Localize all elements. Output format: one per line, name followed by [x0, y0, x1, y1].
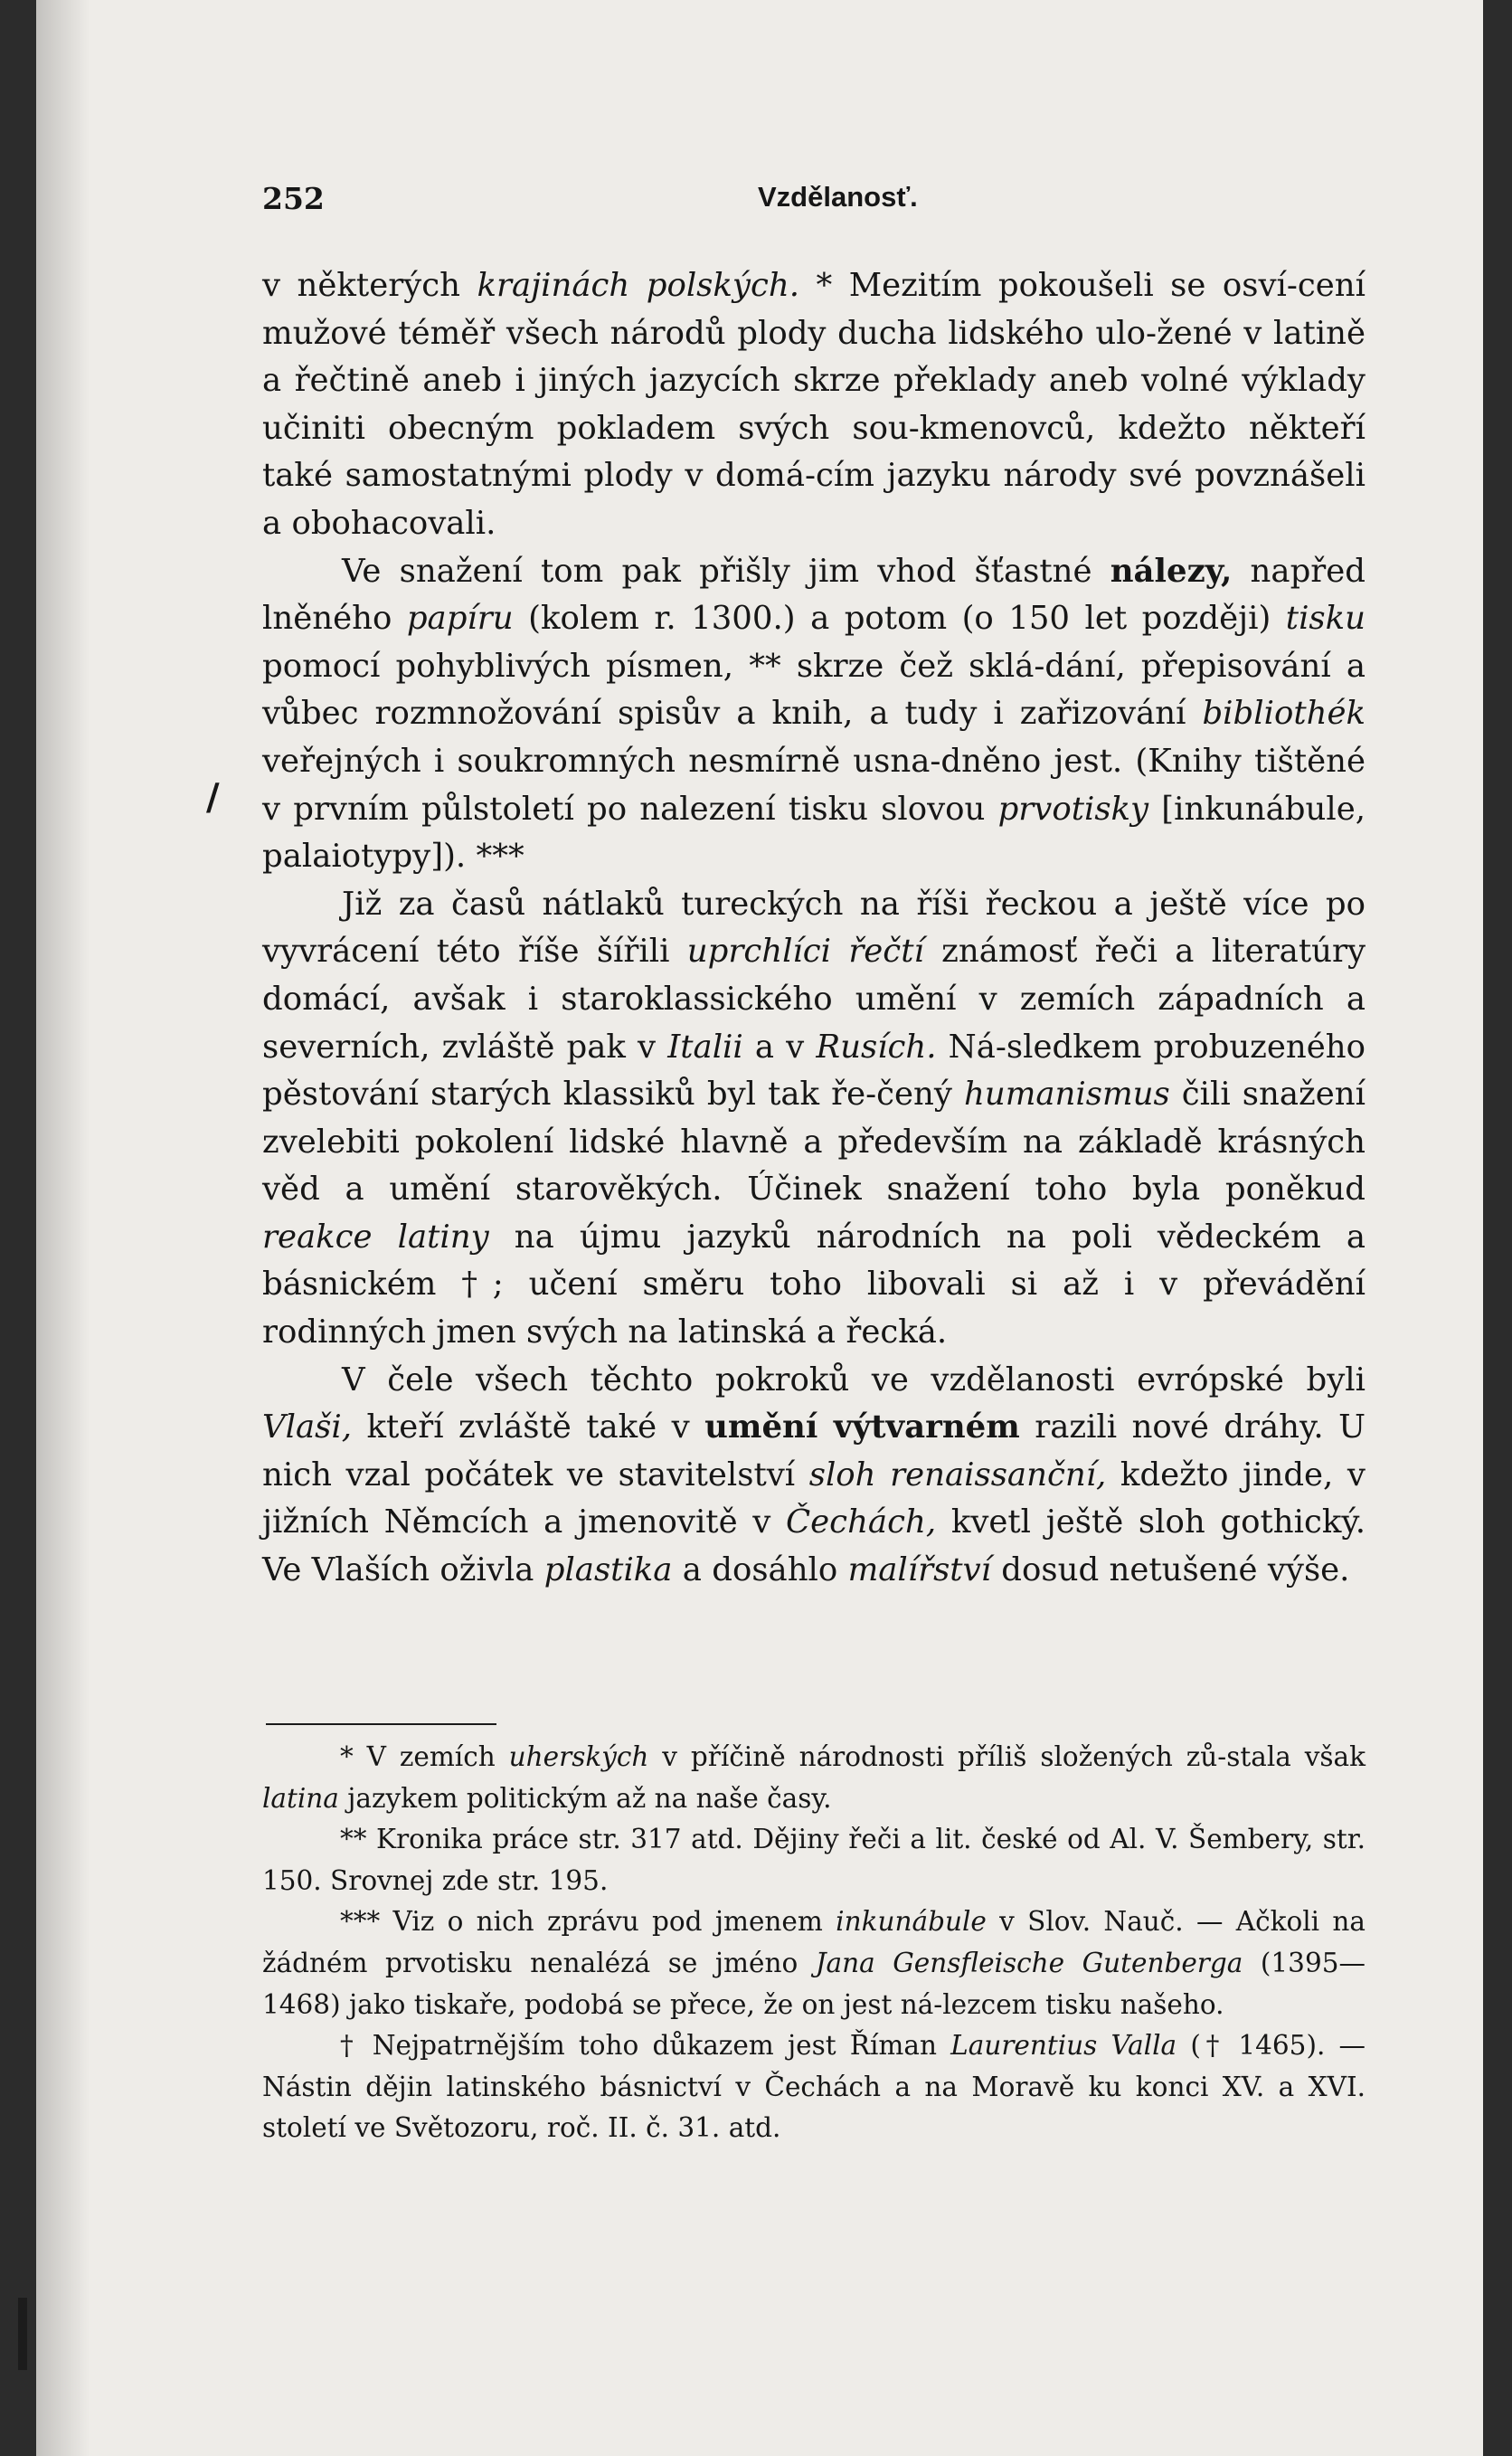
scan-edge-mark — [18, 2298, 27, 2370]
emphasis: Čechách, — [786, 1503, 937, 1541]
page-header — [262, 181, 1375, 226]
emphasis: uherských — [508, 1741, 649, 1772]
emphasis: malířství — [847, 1551, 991, 1589]
footnote-2: ** Kronika práce str. 317 atd. Dějiny řeči a lit. české od Al. V. Šembery, str. 150. Srovnej zde str. 195. — [262, 1824, 1366, 1896]
emphasis: Vlaši, — [262, 1408, 353, 1446]
emphasis: inkunábule — [836, 1906, 987, 1938]
footnote-4: † Nejpatrnějším toho důkazem jest Říman Laurentius Valla († 1465). — Nástin dějin latinského básnictví v Čechách a na Moravě ku konci XV. a XVI. století ve Světozoru, roč. II. č. 31. atd. — [262, 2030, 1366, 2144]
emphasis: papíru — [406, 600, 514, 638]
emphasis: bibliothék — [1202, 695, 1366, 733]
paragraph-2: Ve snažení tom pak přišly jim vhod šťastné nálezy, napřed lněného papíru (kolem r. 1300.) a potom (o 150 let později) tisku pomocí pohyblivých písmen, ** skrze čež sklá-dání, přepisování a vůbec rozmnožování spisův a knih, a tudy i zařizování bibliothék veřejných i soukromných nesmírně usna-dněno jest. (Knihy tištěné v prvním půlstoletí po nalezení tisku slovou prvotisky [inkunábule, palaiotypy]). *** — [262, 552, 1366, 876]
emphasis: latina — [262, 1782, 339, 1814]
footnote-rule — [266, 1723, 496, 1725]
footnote-3: *** Viz o nich zprávu pod jmenem inkunábule v Slov. Nauč. — Ačkoli na žádném prvotisku nenalézá se jméno Jana Gensfleische Gutenberga (1395—1468) jako tiskaře, podobá se přece, že on jest ná-lezcem tisku našeho. — [262, 1906, 1366, 2020]
emphasis: umění výtvarném — [704, 1408, 1020, 1446]
paragraph-3: Již za časů nátlaků tureckých na říši řeckou a ještě více po vyvrácení této říše šířili uprchlíci řečtí známosť řeči a literatúry domácí, avšak i staroklassického umění v zemích západních a severních, zvláště pak v Italii a v Rusích. Ná-sledkem probuzeného pěstování starých klassiků byl tak ře-čený humanismus čili snažení zvelebiti pokolení lidské hlavně a především na základě krásných věd a umění starověkých. Účinek snažení toho byla poněkud reakce latiny na újmu jazyků národních na poli vědeckém a básnickém †; učení směru toho libovali si až i v převádění rodinných jmen svých na latinská a řecká. — [262, 885, 1366, 1351]
margin-mark: / — [206, 776, 220, 819]
emphasis: Laurentius Valla — [950, 2030, 1177, 2062]
emphasis: tisku — [1285, 600, 1366, 638]
main-text — [262, 262, 1366, 1595]
emphasis: Jana Gensfleische Gutenberga — [815, 1947, 1243, 1978]
footnote-1: * V zemích uherských v příčině národnosti příliš složených zů-stala však latina jazykem politickým až na naše časy. — [262, 1741, 1366, 1814]
page-number: 252 — [262, 181, 325, 216]
emphasis: uprchlíci řečtí — [686, 933, 924, 971]
emphasis: Rusích. — [816, 1028, 937, 1066]
running-title: Vzdělanosť. — [758, 181, 918, 213]
emphasis: humanismus — [963, 1076, 1170, 1114]
emphasis: prvotisky — [997, 790, 1149, 828]
emphasis: plastika — [543, 1551, 673, 1589]
paragraph-4: V čele všech těchto pokroků ve vzdělanosti evrópské byli Vlaši, kteří zvláště také v umění výtvarném razili nové dráhy. U nich vzal počátek ve stavitelství sloh renaissanční, kdežto jinde, v jižních Němcích a jmenovitě v Čechách, kvetl ještě sloh gothický. Ve Vlaších oživla plastika a dosáhlo malířství dosud netušené výše. — [262, 1361, 1366, 1589]
footnotes — [262, 1737, 1366, 2149]
emphasis: krajinách polských. — [477, 267, 800, 304]
emphasis: sloh renaissanční, — [808, 1456, 1107, 1494]
emphasis: Italii — [667, 1028, 743, 1066]
book-page — [36, 0, 1483, 2456]
emphasis: nálezy, — [1110, 552, 1233, 590]
emphasis: reakce latiny — [262, 1218, 489, 1256]
paragraph-1: v některých krajinách polských. * Mezitím pokoušeli se osví-cení mužové téměř všech národů plody ducha lidského ulo-žené v latině a řečtině aneb i jiných jazycích skrze překlady aneb volné výklady učiniti obecným pokladem svých sou-kmenovců, kdežto někteří také samostatnými plody v domá-cím jazyku národy své povznášeli a obohacovali. — [262, 267, 1366, 542]
page-edge-shadow — [36, 0, 90, 2456]
